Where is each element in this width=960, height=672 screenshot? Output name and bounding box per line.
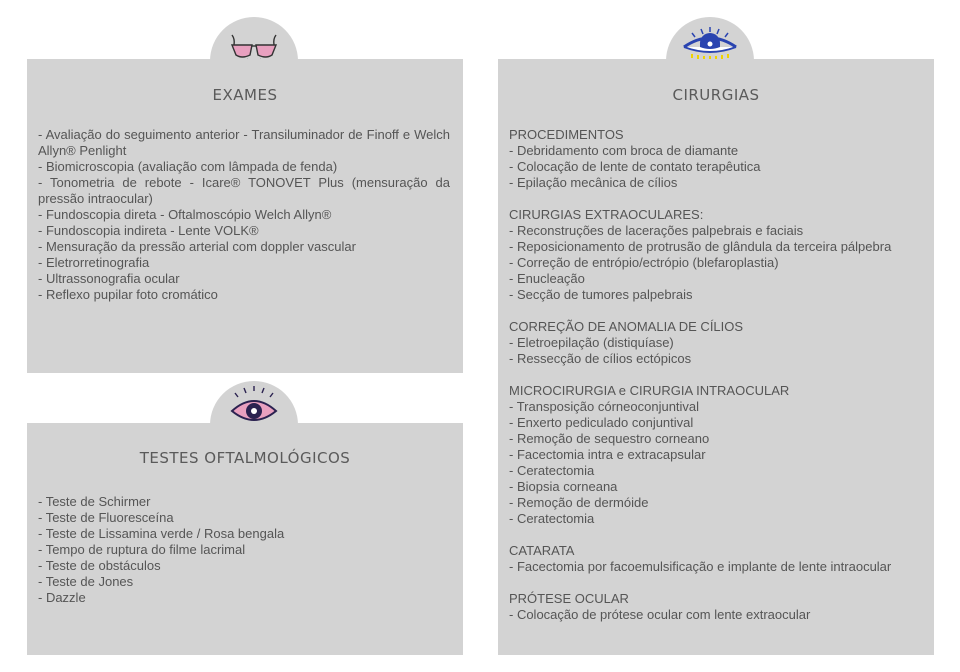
list-item: - Enucleação xyxy=(509,271,585,286)
list-item: - Transposição córneoconjuntival xyxy=(509,399,700,414)
list-item: - Biomicroscopia (avaliação com lâmpada de fenda) xyxy=(38,159,338,174)
spacer xyxy=(509,367,891,383)
list-item: - Reflexo pupilar foto cromático xyxy=(38,287,218,302)
testes-panel xyxy=(27,423,463,655)
list-item: - Dazzle xyxy=(38,590,86,605)
exames-list xyxy=(38,127,450,303)
list-item: - Teste de Lissamina verde / Rosa bengala xyxy=(38,526,285,541)
exames-title: EXAMES xyxy=(212,86,278,104)
list-item: - Ceratectomia xyxy=(509,511,595,526)
group-heading-catarata: CATARATA xyxy=(509,543,575,558)
spacer xyxy=(509,303,891,319)
list-item: - Teste de Schirmer xyxy=(38,494,151,509)
spacer xyxy=(509,575,891,591)
list-item: - Colocação de prótese ocular com lente extraocular xyxy=(509,607,811,622)
spacer xyxy=(509,191,891,207)
list-item: - Secção de tumores palpebrais xyxy=(509,287,693,302)
list-item: - Debridamento com broca de diamante xyxy=(509,143,739,158)
list-item: - Remoção de sequestro corneano xyxy=(509,431,710,446)
list-item: - Biopsia corneana xyxy=(509,479,618,494)
list-item: - Tempo de ruptura do filme lacrimal xyxy=(38,542,246,557)
list-item: - Reposicionamento de protrusão de glândula da terceira pálpebra xyxy=(509,239,892,254)
list-item: - Mensuração da pressão arterial com doppler vascular xyxy=(38,239,356,254)
list-item: - Facectomia por facoemulsificação e implante de lente intraocular xyxy=(509,559,892,574)
testes-list xyxy=(38,494,284,606)
group-heading-microcirurgia: MICROCIRURGIA e CIRURGIA INTRAOCULAR xyxy=(509,383,790,398)
eye-icon xyxy=(226,385,282,425)
list-item: - Teste de Jones xyxy=(38,574,134,589)
list-item: - Ultrassonografia ocular xyxy=(38,271,180,286)
list-item: - Colocação de lente de contato terapêutica xyxy=(509,159,761,174)
list-item: - Teste de obstáculos xyxy=(38,558,161,573)
list-item: - Avaliação do seguimento anterior - Transiluminador de Finoff e Welch Allyn® Penlight xyxy=(38,127,450,158)
group-heading-cilios: CORREÇÃO DE ANOMALIA DE CÍLIOS xyxy=(509,319,744,334)
list-item: - Fundoscopia direta - Oftalmoscópio Welch Allyn® xyxy=(38,207,332,222)
list-item: - Remoção de dermóide xyxy=(509,495,649,510)
list-item: - Ceratectomia xyxy=(509,463,595,478)
group-heading-extraoculares: CIRURGIAS EXTRAOCULARES: xyxy=(509,207,704,222)
cirurgias-panel xyxy=(498,59,934,655)
list-item: - Correção de entrópio/ectrópio (blefaroplastia) xyxy=(509,255,779,270)
testes-title: TESTES OFTALMOLÓGICOS xyxy=(139,449,351,467)
cirurgias-title: CIRURGIAS xyxy=(672,86,760,104)
list-item: - Teste de Fluoresceína xyxy=(38,510,174,525)
list-item: - Epilação mecânica de cílios xyxy=(509,175,678,190)
group-heading-procedimentos: PROCEDIMENTOS xyxy=(509,127,624,142)
list-item: - Facectomia intra e extracapsular xyxy=(509,447,706,462)
list-item: - Tonometria de rebote - Icare® TONOVET Plus (mensuração da pressão intraocular) xyxy=(38,175,450,206)
list-item: - Eletrorretinografia xyxy=(38,255,150,270)
list-item: - Fundoscopia indireta - Lente VOLK® xyxy=(38,223,259,238)
list-item: - Ressecção de cílios ectópicos xyxy=(509,351,692,366)
list-item: - Eletroepilação (distiquíase) xyxy=(509,335,674,350)
exames-panel xyxy=(27,59,463,373)
list-item: - Reconstruções de lacerações palpebrais e faciais xyxy=(509,223,804,238)
list-item: - Enxerto pediculado conjuntival xyxy=(509,415,694,430)
group-heading-protese: PRÓTESE OCULAR xyxy=(509,591,629,606)
cirurgias-list xyxy=(509,127,891,623)
spacer xyxy=(509,527,891,543)
